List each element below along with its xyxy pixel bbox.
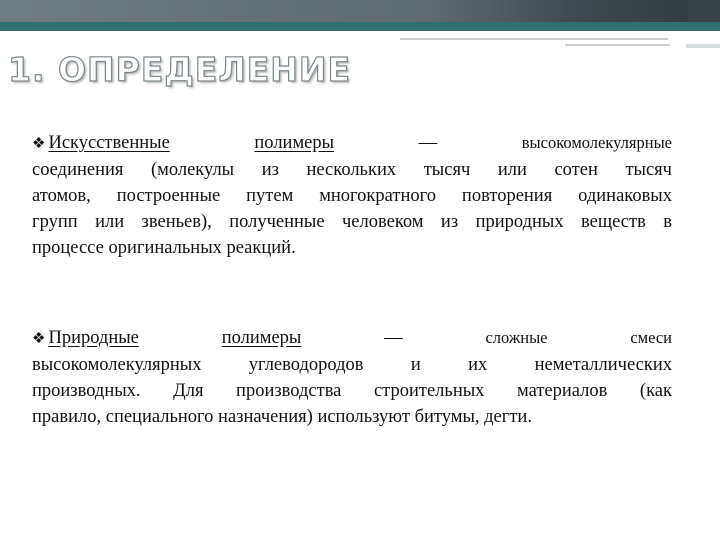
text-line: атомов, построенные путем многократного повторения одинаковых — [32, 186, 672, 206]
text-line: групп или звеньев), полученные человеком из природных веществ в — [32, 212, 672, 232]
term-word: полимеры — [221, 328, 302, 348]
term-word: Природные — [48, 328, 139, 348]
decorative-line — [400, 38, 668, 40]
paragraph-artificial-polymers — [32, 130, 672, 261]
text-line: правило, специального назначения) используют битумы, дегти. — [32, 407, 532, 427]
term-word: полимеры — [254, 133, 335, 153]
dash: — — [418, 133, 438, 153]
term-word: Искусственные — [48, 133, 170, 153]
text-line: производных. Для производства строительных материалов (как — [32, 381, 672, 401]
diamond-bullet-icon: ❖ — [32, 331, 46, 347]
text-line: высокомолекулярных углеводородов и их неметаллических — [32, 355, 672, 375]
text-line: соединения (молекулы из нескольких тысяч или сотен тысяч — [32, 160, 672, 180]
top-teal-bar — [0, 22, 720, 31]
dash: — — [384, 328, 403, 348]
paragraph-heading — [32, 130, 672, 157]
heading-tail: высокомолекулярные — [521, 133, 672, 152]
heading-tail: смеси — [630, 328, 672, 347]
paragraph-natural-polymers — [32, 325, 672, 430]
slide-title: 1. ОПРЕДЕЛЕНИЕ — [8, 50, 352, 89]
paragraph-heading — [32, 325, 672, 352]
top-dark-bar — [0, 0, 720, 22]
decorative-line — [686, 44, 720, 48]
decorative-line — [565, 44, 670, 46]
heading-tail: сложные — [485, 328, 548, 347]
diamond-bullet-icon: ❖ — [32, 136, 46, 152]
top-dark-bar-end — [688, 0, 720, 22]
text-line: процессе оригинальных реакций. — [32, 238, 296, 258]
